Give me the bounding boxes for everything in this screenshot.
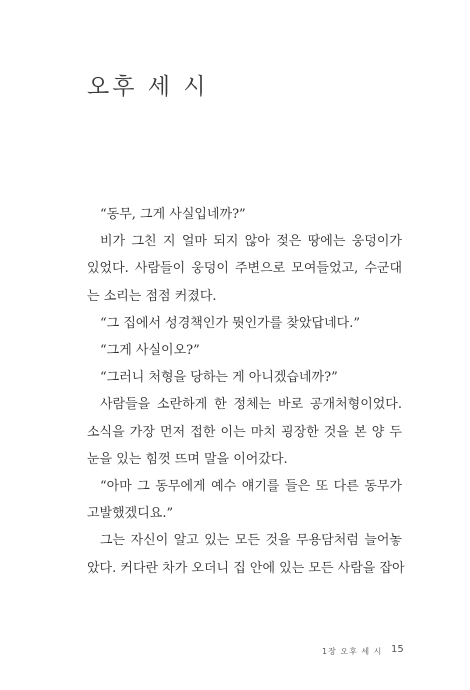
text-line: “아마 그 동무에게 예수 얘기를 들은 또 다른 동무가 bbox=[100, 479, 402, 495]
text-line: “그게 사실이오?” bbox=[100, 343, 200, 359]
text-line: 비가 그친 지 얼마 되지 않아 젖은 땅에는 웅덩이가 bbox=[100, 234, 402, 250]
text-line: 소식을 가장 먼저 접한 이는 마치 굉장한 것을 본 양 두 bbox=[87, 424, 402, 440]
paragraph bbox=[87, 201, 402, 228]
text-line: 눈을 있는 힘껏 뜨며 말을 이어갔다. bbox=[87, 451, 288, 467]
chapter-title: 오후 세 시 bbox=[87, 74, 209, 100]
paragraph bbox=[87, 337, 402, 364]
paragraph bbox=[87, 527, 405, 581]
paragraph bbox=[87, 310, 402, 337]
paragraph bbox=[87, 473, 402, 527]
text-line: 그는 자신이 알고 있는 모든 것을 무용담처럼 늘어놓 bbox=[100, 533, 402, 549]
text-line: “동무, 그게 사실입네까?” bbox=[100, 207, 246, 222]
text-line: “그러니 처형을 당하는 게 아니겠습네까?” bbox=[100, 370, 338, 386]
paragraph bbox=[87, 364, 402, 391]
text-line: 고발했겠디요.” bbox=[87, 506, 174, 522]
page-number: 15 bbox=[391, 644, 404, 655]
paragraph bbox=[87, 228, 402, 310]
text-line: 사람들을 소란하게 한 정체는 바로 공개처형이었다. bbox=[100, 397, 402, 413]
text-line: “그 집에서 성경책인가 뭣인가를 찾았답네다.” bbox=[100, 315, 360, 331]
running-footer-chapter: 1장 오후 세 시 bbox=[322, 647, 383, 656]
paragraph bbox=[87, 391, 402, 473]
text-line: 있었다. 사람들이 웅덩이 주변으로 모여들었고, 수군대 bbox=[87, 261, 402, 277]
text-line: 는 소리는 점점 커졌다. bbox=[87, 288, 217, 304]
body-text bbox=[87, 201, 405, 582]
text-line: 았다. 커다란 차가 오더니 집 안에 있는 모든 사람을 잡아 bbox=[87, 560, 405, 576]
